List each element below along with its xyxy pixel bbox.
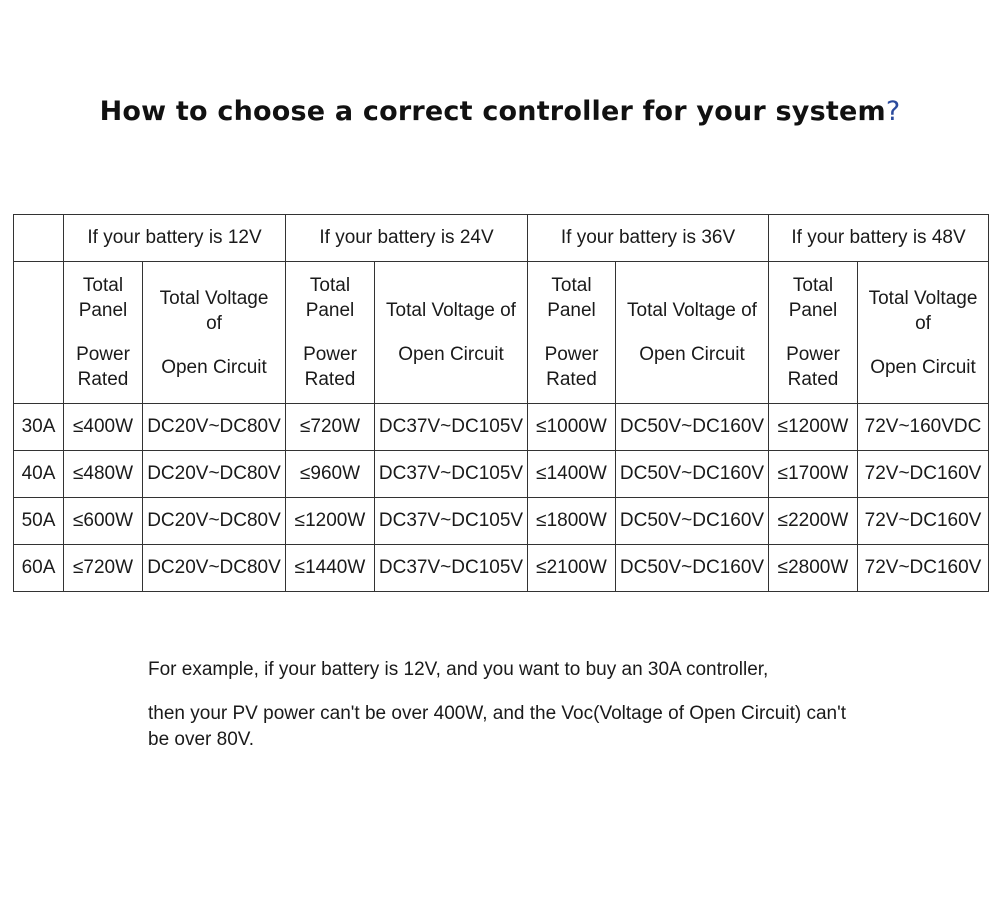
table-row-50a: [14, 498, 989, 545]
voltage-cell-48v: 72V~DC160V: [858, 451, 989, 498]
power-cell-48v: ≤2200W: [769, 498, 858, 545]
power-header-line: Total: [82, 275, 124, 296]
power-header-line: Power: [76, 344, 130, 365]
voltage-cell-48v: 72V~160VDC: [858, 404, 989, 451]
power-header-line: Rated: [546, 369, 597, 390]
power-cell-48v: ≤2800W: [769, 545, 858, 592]
power-cell-12v: ≤720W: [64, 545, 143, 592]
voltage-cell-24v: DC37V~DC105V: [375, 451, 528, 498]
power-cell-36v: ≤2100W: [528, 545, 616, 592]
voltage-header-line: Total Voltage of: [627, 300, 757, 321]
power-cell-24v: ≤720W: [286, 404, 375, 451]
voltage-cell-12v: DC20V~DC80V: [143, 451, 286, 498]
power-cell-12v: ≤400W: [64, 404, 143, 451]
power-header-line: Panel: [788, 300, 838, 321]
voltage-cell-48v: 72V~DC160V: [858, 545, 989, 592]
voltage-cell-12v: DC20V~DC80V: [143, 498, 286, 545]
current-cell: 50A: [14, 498, 64, 545]
power-header-line: Rated: [787, 369, 839, 390]
corner-cell: [14, 215, 64, 262]
page-title: [0, 96, 1000, 127]
voltage-header-line: Open Circuit: [639, 344, 745, 365]
voltage-cell-24v: DC37V~DC105V: [375, 545, 528, 592]
voltage-cell-36v: DC50V~DC160V: [616, 404, 769, 451]
battery-36v-header: If your battery is 36V: [528, 215, 769, 262]
power-cell-24v: ≤1440W: [286, 545, 375, 592]
power-cell-24v: ≤960W: [286, 451, 375, 498]
power-cell-36v: ≤1400W: [528, 451, 616, 498]
power-header-line: Rated: [304, 369, 356, 390]
voltage-header-line: Total Voltage of: [386, 300, 516, 321]
example-note-line-1: For example, if your battery is 12V, and you want to buy an 30A controller,: [148, 659, 769, 680]
current-header-cell: [14, 262, 64, 404]
current-cell: 30A: [14, 404, 64, 451]
power-cell-12v: ≤600W: [64, 498, 143, 545]
power-header-line: Panel: [305, 300, 355, 321]
voltage-cell-12v: DC20V~DC80V: [143, 404, 286, 451]
voltage-cell-24v: DC37V~DC105V: [375, 498, 528, 545]
power-header-line: Rated: [77, 369, 129, 390]
example-note-line-2: then your PV power can't be over 400W, and the Voc(Voltage of Open Circuit) can't be over 80V.: [148, 703, 846, 750]
power-header-line: Total: [551, 275, 592, 296]
battery-12v-header: If your battery is 12V: [64, 215, 286, 262]
voltage-header-36v: [616, 262, 769, 404]
table-row-30a: [14, 404, 989, 451]
voltage-header-line: Open Circuit: [161, 356, 267, 378]
battery-24v-header: If your battery is 24V: [286, 215, 528, 262]
power-header-36v: [528, 262, 616, 404]
title-question-mark: ?: [885, 96, 901, 127]
power-header-line: Power: [786, 344, 840, 365]
power-cell-36v: ≤1800W: [528, 498, 616, 545]
voltage-header-line: Total Voltage: [868, 287, 978, 309]
voltage-header-line: of: [915, 312, 931, 334]
power-header-line: Power: [303, 344, 357, 365]
voltage-header-line: Open Circuit: [870, 356, 976, 378]
column-header-row: [14, 262, 989, 404]
power-cell-24v: ≤1200W: [286, 498, 375, 545]
table-row-40a: [14, 451, 989, 498]
voltage-cell-36v: DC50V~DC160V: [616, 451, 769, 498]
current-cell: 40A: [14, 451, 64, 498]
power-header-line: Panel: [78, 300, 128, 321]
current-cell: 60A: [14, 545, 64, 592]
power-cell-12v: ≤480W: [64, 451, 143, 498]
power-cell-48v: ≤1700W: [769, 451, 858, 498]
voltage-header-48v: [858, 262, 989, 404]
controller-selection-table: [13, 214, 989, 592]
power-header-line: Panel: [547, 300, 596, 321]
battery-header-row: [14, 215, 989, 262]
voltage-header-24v: [375, 262, 528, 404]
title-text: How to choose a correct controller for your system: [99, 96, 886, 127]
table-row-60a: [14, 545, 989, 592]
voltage-header-line: Open Circuit: [398, 344, 504, 365]
voltage-header-line: of: [206, 312, 222, 334]
voltage-cell-24v: DC37V~DC105V: [375, 404, 528, 451]
power-cell-48v: ≤1200W: [769, 404, 858, 451]
battery-48v-header: If your battery is 48V: [769, 215, 989, 262]
voltage-header-line: Total Voltage: [159, 287, 269, 309]
voltage-header-12v: [143, 262, 286, 404]
power-header-12v: [64, 262, 143, 404]
power-header-line: Total: [792, 275, 834, 296]
voltage-cell-36v: DC50V~DC160V: [616, 498, 769, 545]
power-header-line: Power: [544, 344, 599, 365]
voltage-cell-36v: DC50V~DC160V: [616, 545, 769, 592]
power-header-24v: [286, 262, 375, 404]
power-header-line: Total: [309, 275, 351, 296]
voltage-cell-12v: DC20V~DC80V: [143, 545, 286, 592]
power-cell-36v: ≤1000W: [528, 404, 616, 451]
voltage-cell-48v: 72V~DC160V: [858, 498, 989, 545]
power-header-48v: [769, 262, 858, 404]
